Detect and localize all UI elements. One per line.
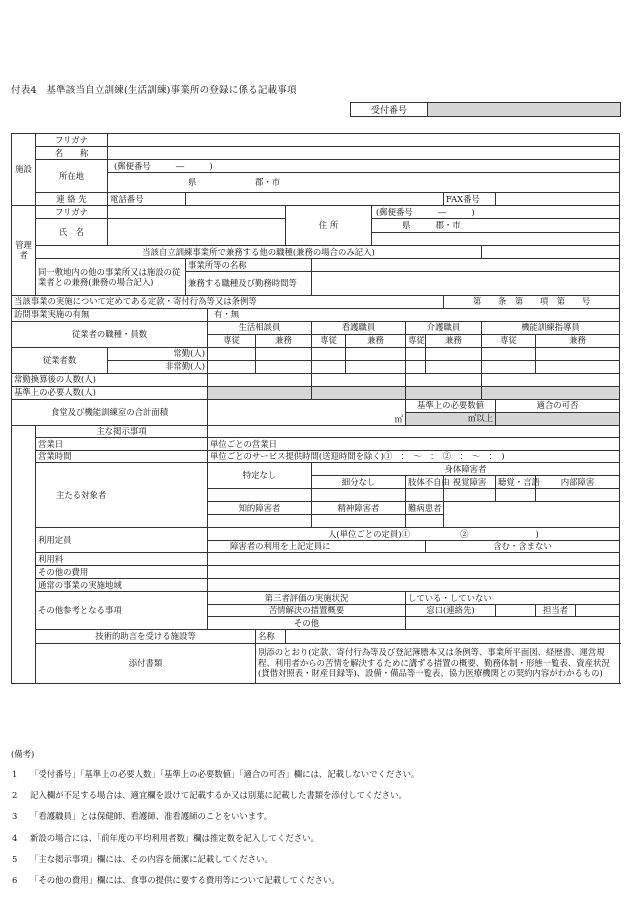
- manager-concurrent-field[interactable]: [482, 246, 620, 259]
- notes-heading: (備考): [11, 749, 35, 759]
- col-part-3: 兼務: [426, 334, 482, 347]
- area-adequacy-value: [496, 412, 620, 425]
- manager-name-label: 氏 名: [36, 219, 108, 246]
- other-fee-field[interactable]: [208, 566, 620, 579]
- area-unit-min: ㎡以上: [467, 413, 493, 424]
- facility-name-label: 名 称: [36, 147, 108, 160]
- cell[interactable]: [312, 373, 406, 386]
- note-text: 記入欄が不足する場合は、適宜欄を設けて記載するか又は別葉に記載した書類を添付してください。: [30, 790, 407, 801]
- cell[interactable]: [444, 489, 496, 502]
- receipt-number-box: [350, 102, 621, 117]
- col-full-2: 専従: [312, 334, 346, 347]
- main-items-field[interactable]: [208, 425, 620, 438]
- job-nurse: 看護職員: [312, 321, 406, 334]
- cell[interactable]: [208, 373, 312, 386]
- shaded-cell: [406, 386, 482, 399]
- others-field[interactable]: [406, 617, 620, 630]
- area-service-field[interactable]: [208, 579, 620, 592]
- manager-address-label: 住 所: [286, 206, 372, 246]
- manager-group-label: 管理者: [12, 206, 36, 296]
- attach-text: 別添のとおり(定款、寄付行為等及び登記簿謄本又は条例等、事業所平面図、経歴書、運営規程、利用者からの苦情を解決するために講ずる措置の概要、勤務体制・形態一覧表、資産状況(貸借対照表・財産目録等)、設備・備品等一覧表、協力医療機関との契約内容がわかるもの): [256, 643, 620, 683]
- hours-value[interactable]: 単位ごとのサービス提供時間(送迎時間を除く)① ： ～ ： ② ： ～ ： ): [208, 450, 620, 463]
- staff-regular-label: 常勤(人): [108, 347, 208, 360]
- complaint-label: 苦情解決の措置概要: [208, 604, 406, 617]
- area-label: 食堂及び機能訓練室の合計面積: [12, 399, 208, 425]
- others-label: その他: [208, 617, 406, 630]
- area-value[interactable]: [208, 399, 406, 425]
- cell[interactable]: [426, 347, 482, 360]
- intractable-label: 難病患者: [406, 502, 444, 515]
- col-part-2: 兼務: [346, 334, 406, 347]
- cell[interactable]: [208, 515, 312, 528]
- intellectual-label: 知的障害者: [208, 502, 312, 515]
- fee-field[interactable]: [208, 553, 620, 566]
- note-text: 「看護職員」とは保健師、看護師、准看護師のことをいいます。: [30, 811, 273, 822]
- cell[interactable]: [406, 373, 482, 386]
- manager-name-field[interactable]: [108, 219, 286, 246]
- items-indent: [12, 425, 36, 683]
- advice-name-label: 名称: [256, 629, 286, 643]
- manager-concurrent-header: 当該自立訓練事業所で兼務する他の職種(兼務の場合のみ記入): [36, 246, 482, 259]
- window-label: 窓口(連絡先): [406, 604, 496, 617]
- facility-name-field[interactable]: [108, 147, 620, 160]
- manager-pref-city[interactable]: 県 郡・市: [372, 219, 620, 233]
- staff-count-label: 従業者数: [12, 347, 108, 373]
- note-number: 3: [12, 811, 18, 822]
- cell[interactable]: [208, 360, 256, 373]
- cell[interactable]: [536, 347, 620, 360]
- note-number: 4: [12, 832, 18, 843]
- area-required-label: 基準上の必要数値: [406, 399, 496, 412]
- job-caregiver: 介護職員: [406, 321, 482, 334]
- area-service-label: 通常の事業の実施地域: [36, 579, 208, 592]
- receipt-number-label: 受付番号: [351, 103, 428, 117]
- staff-required-label: 基準上の必要人数(人): [12, 386, 208, 399]
- note-item: [11, 832, 619, 844]
- facility-group-label: 施設: [12, 134, 36, 206]
- note-number: 1: [12, 769, 18, 779]
- advice-label: 技術的助言を受ける施設等: [36, 629, 256, 643]
- hours-label: 営業時間: [36, 450, 208, 463]
- target-blank: [444, 502, 620, 528]
- col-full-1: 専従: [208, 334, 256, 347]
- cell[interactable]: [426, 360, 482, 373]
- facility-fax-field[interactable]: [496, 193, 620, 206]
- fee-label: 利用料: [36, 553, 208, 566]
- cell[interactable]: [406, 360, 426, 373]
- facility-fax-label: FAX番号: [444, 193, 496, 206]
- note-text: 「その他の費用」欄には、食事の提供に要する費用等について記載してください。: [30, 874, 340, 885]
- person-field[interactable]: [576, 604, 620, 617]
- facility-tel-label: 電話番号: [108, 193, 186, 206]
- staff-fte-label: 常勤換算後の人数(人): [12, 373, 208, 386]
- note-number: 5: [12, 853, 18, 864]
- shaded-cell: [312, 386, 406, 399]
- note-number: 6: [12, 874, 18, 885]
- cell[interactable]: [482, 347, 536, 360]
- manager-concurrent-job-field[interactable]: [312, 271, 620, 295]
- capacity-label: 利用定員: [36, 528, 208, 553]
- staff-header: 従業者の職種・員数: [12, 321, 208, 347]
- cell[interactable]: [536, 360, 620, 373]
- note-item: [11, 768, 619, 780]
- facility-furigana-field[interactable]: [108, 134, 620, 147]
- job-functional-trainer: 機能訓練指導員: [482, 321, 620, 334]
- cell[interactable]: [406, 489, 444, 502]
- cell[interactable]: [496, 489, 536, 502]
- manager-furigana-label: フリガナ: [36, 206, 108, 219]
- area-unit: ㎡: [394, 414, 403, 425]
- other-fee-label: その他の費用: [36, 566, 208, 579]
- cell[interactable]: [208, 489, 312, 502]
- rules-label: 当該事業の実施について定めてある定款・寄付行為等又は条例等: [12, 295, 444, 308]
- col-full-3: 専従: [406, 334, 426, 347]
- facility-pref-city[interactable]: 県 郡・市: [108, 173, 620, 193]
- sub-visual: 視覚障害: [444, 476, 496, 489]
- note-text: 「主な掲示事項」欄には、その内容を簡潔に記載してください。: [30, 853, 273, 864]
- main-items-label: 主な掲示事項: [36, 425, 208, 438]
- cell[interactable]: [256, 347, 312, 360]
- sub-hearing: 聴覚・言語: [496, 476, 536, 489]
- receipt-number-field: [428, 103, 621, 117]
- business-days-label: 営業日: [36, 438, 208, 451]
- cell[interactable]: [482, 373, 620, 386]
- facility-address-label: 所在地: [36, 160, 108, 193]
- manager-furigana-field[interactable]: [108, 206, 286, 219]
- cell[interactable]: [312, 489, 406, 502]
- other-ref-label: その他参考となる事項: [36, 592, 208, 630]
- advice-name-field[interactable]: [286, 629, 620, 643]
- cell[interactable]: [256, 360, 312, 373]
- visit-label: 訪問事業実施の有無: [12, 308, 208, 321]
- physical-label: 身体障害者: [312, 463, 620, 476]
- manager-office-name-field[interactable]: [312, 259, 620, 272]
- facility-tel-field[interactable]: [186, 193, 444, 206]
- shaded-cell: [208, 386, 312, 399]
- sub-internal: 内部障害: [536, 476, 620, 489]
- job-life-counselor: 生活相談員: [208, 321, 312, 334]
- manager-postal[interactable]: (郵便番号 ― ): [372, 206, 620, 219]
- sub-none: 細分なし: [312, 476, 406, 489]
- target-label: 主たる対象者: [36, 463, 208, 528]
- visit-value[interactable]: 有・無: [208, 308, 620, 321]
- cell[interactable]: [406, 347, 426, 360]
- manager-office-name-label: 事業所等の名称: [186, 259, 312, 272]
- note-number: 2: [12, 790, 18, 801]
- window-field[interactable]: [496, 604, 536, 617]
- cell[interactable]: [312, 347, 346, 360]
- notes-section: [11, 748, 619, 895]
- disabled-use-label: 障害者の利用を上記定員に: [208, 540, 426, 553]
- attach-label: 添付書類: [36, 643, 256, 683]
- cell[interactable]: [346, 347, 406, 360]
- cell[interactable]: [208, 347, 256, 360]
- facility-furigana-label: フリガナ: [36, 134, 108, 147]
- capacity-value[interactable]: 人(単位ごとの定員)① ② ): [208, 528, 620, 541]
- note-item: [11, 874, 619, 886]
- person-label: 担当者: [536, 604, 576, 617]
- third-party-label: 第三者評価の実施状況: [208, 592, 406, 605]
- registration-form-table: [11, 133, 620, 684]
- cell[interactable]: [346, 360, 406, 373]
- manager-concurrent-job-label: 兼務する職種及び勤務時間等: [186, 271, 312, 295]
- shaded-cell: [482, 386, 620, 399]
- no-spec-label: 特定なし: [208, 463, 312, 489]
- mental-label: 精神障害者: [312, 502, 406, 515]
- manager-address-field[interactable]: [372, 233, 620, 246]
- note-text: 新設の場合には、「前年度の平均利用者数」欄は推定数を記入してください。: [30, 832, 319, 843]
- business-days-value[interactable]: 単位ごとの営業日: [208, 438, 620, 451]
- note-item: [11, 810, 619, 822]
- col-full-4: 専従: [482, 334, 536, 347]
- note-item: [11, 853, 619, 865]
- sub-limb: 肢体不自由: [406, 476, 444, 489]
- rules-article[interactable]: 第 条 第 項 第 号: [444, 295, 620, 308]
- col-part-4: 兼務: [536, 334, 620, 347]
- staff-irregular-label: 非常勤(人): [108, 360, 208, 373]
- cell[interactable]: [482, 360, 536, 373]
- cell[interactable]: [312, 515, 406, 528]
- cell[interactable]: [536, 489, 620, 502]
- include-choice[interactable]: 含む・含まない: [426, 540, 620, 553]
- note-text: 「受付番号」「基準上の必要人数」「基準上の必要数値」「適合の可否」欄には、記載しないでください。: [30, 769, 420, 779]
- facility-contact-label: 連 絡 先: [36, 193, 108, 206]
- cell[interactable]: [406, 515, 444, 528]
- note-item: [11, 789, 619, 801]
- area-adequacy-label: 適合の可否: [496, 399, 620, 412]
- col-part-1: 兼務: [256, 334, 312, 347]
- facility-postal[interactable]: (郵便番号 ― ): [108, 160, 620, 173]
- cell[interactable]: [312, 360, 346, 373]
- third-party-value[interactable]: している・していない: [406, 592, 620, 605]
- form-title: 付表4 基準該当自立訓練(生活訓練)事業所の登録に係る記載事項: [11, 85, 297, 96]
- manager-same-site-label: 同一敷地内の他の事業所又は施設の従業者との兼務(兼務の場合記入): [36, 259, 186, 296]
